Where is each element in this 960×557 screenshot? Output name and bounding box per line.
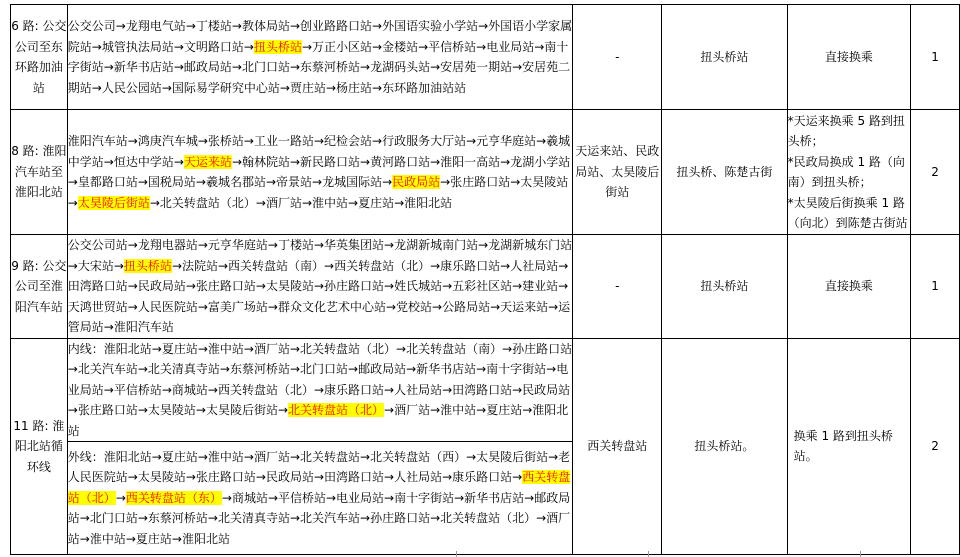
route-name-cell: 11 路: 淮阳北站循环线 — [11, 338, 68, 555]
route-stops-cell — [67, 338, 573, 442]
bus-transfer-table — [10, 4, 960, 555]
column-ruler-tick — [648, 551, 649, 557]
stop-sequence-text: →翰林院站→新民路口站→黄河路口站→淮阳一高站→龙湖小学站→皇都路口站→国税局站→羲城名郡站→帝景站→龙城国际站→ — [67, 154, 571, 189]
target-station-cell: 扭头桥站 — [662, 5, 788, 110]
route-stops-cell — [67, 235, 573, 339]
highlighted-transfer-stop: 天运来站 — [183, 154, 232, 169]
highlighted-transfer-stop: 扭头桥站 — [123, 258, 172, 273]
transfer-method-line: *太昊陵后街换乘 1 路（向北）到陈楚古街站 — [787, 195, 908, 230]
column-ruler-tick — [456, 551, 457, 557]
transfer-method-line: 直接换乘 — [824, 279, 873, 293]
transfer-method-line: *民政局换成 1 路（向南）到扭头桥； — [787, 154, 905, 189]
transfer-method-cell — [787, 235, 911, 339]
stop-sequence-text: 公交公司→龙翔电气站→丁楼站→教体局站→创业路路口站→外国语实验小学站→外国语小学家属院站→城管执法局站→文明路口站→ — [67, 19, 573, 54]
highlighted-transfer-stop: 北关转盘站（北） — [288, 403, 385, 417]
highlighted-transfer-stop: 扭头桥站 — [253, 39, 302, 54]
column-ruler-tick — [860, 551, 861, 557]
stop-sequence-text: → — [115, 490, 126, 505]
transfer-method-line: *天运来换乘 5 路到扭头桥； — [787, 113, 905, 148]
route-name-cell: 6 路: 公交公司至东环路加油站 — [11, 5, 68, 110]
highlighted-transfer-stop: 西关转盘站（东） — [125, 490, 222, 505]
target-station-cell: 扭头桥、陈楚古街 — [662, 110, 788, 235]
route-stops-cell — [67, 110, 573, 235]
route-name-cell: 8 路: 淮阳汽车站至淮阳北站 — [11, 110, 68, 235]
transfer-count-cell: 2 — [911, 338, 960, 555]
transfer-method-line: 换乘 1 路到扭头桥站。 — [793, 428, 893, 464]
stop-sequence-text: →酒厂站→淮中站→夏庄站→淮阳北站 — [67, 403, 569, 438]
stop-sequence-text: 淮阳汽车站→鸿庚汽车城→张桥站→工业一路站→纪检会站→行政服务大厅站→元亨华庭站→羲城中学站→恒达中学站→ — [67, 134, 571, 169]
transfer-method-cell — [787, 338, 911, 555]
stop-sequence-text: 外线：淮阳北站→夏庄站→淮中站→酒厂站→北关转盘站→北关转盘站（西）→太昊陵后街站→老人民医院站→太昊陵站→张庄路口站→民政局站→田湾路口站→人社局站→康乐路口站→ — [67, 449, 571, 485]
transfer-station-cell: 西关转盘站 — [573, 338, 662, 555]
transfer-method-cell — [787, 5, 911, 110]
table-body — [11, 5, 960, 555]
table-row — [11, 338, 960, 442]
stop-sequence-text: →商城站→平信桥站→电业局站→南十字街站→新华书店站→邮政局站→北门口站→东蔡河桥站→北关清真寺站→北关汽车站→孙庄路口站→北关转盘站（北）→酒厂站→淮中站→夏庄站→淮阳北站 — [67, 490, 571, 546]
transfer-station-cell: - — [573, 235, 662, 339]
stop-sequence-text: 内线：淮阳北站→夏庄站→淮中站→酒厂站→北关转盘站（北）→北关转盘站（南）→孙庄路口站→北关汽车站→北关清真寺站→东蔡河桥站→北门口站→邮政局站→新华书店站→南十字街站→电业局站→平信桥站→商城站→西关转盘站（北）→康乐路口站→人社局站→田湾路口站→民政局站→张庄路口站→太昊陵站→太昊陵后街站→ — [67, 341, 573, 417]
transfer-count-cell: 1 — [911, 235, 960, 339]
transfer-station-cell: 天运来站、民政局站、太昊陵后街站 — [573, 110, 662, 235]
route-name-cell: 9 路: 公交公司至淮阳汽车站 — [11, 235, 68, 339]
highlighted-transfer-stop: 太昊陵后街站 — [77, 195, 150, 210]
transfer-count-cell: 2 — [911, 110, 960, 235]
table-row — [11, 235, 960, 339]
target-station-cell: 扭头桥站 — [662, 235, 788, 339]
route-stops-cell — [67, 442, 573, 555]
table-row — [11, 110, 960, 235]
table-row — [11, 5, 960, 110]
target-station-cell: 扭头桥站。 — [662, 338, 788, 555]
route-stops-cell — [67, 5, 573, 110]
stop-sequence-text: 公交公司站→龙翔电器站→元亨华庭站→丁楼站→华英集团站→龙湖新城南门站→龙湖新城东门站→大宋站→ — [67, 238, 573, 273]
stop-sequence-text: →法院站→西关转盘站（南）→西关转盘站（北）→康乐路口站→人社局站→田湾路口站→民政局站→张庄路口站→太昊陵站→孙庄路口站→姓氏城站→五彩社区站→建业站→天鸿世贸站→人民医院站→富美广场站→群众文化艺术中心站→党校站→公路局站→天运来站→运管局站→淮阳汽车站 — [67, 258, 571, 334]
transfer-station-cell: - — [573, 5, 662, 110]
stop-sequence-text: →张庄路口站→太昊陵站→ — [67, 175, 569, 210]
transfer-method-line: 直接换乘 — [824, 49, 873, 64]
stop-sequence-text: →万正小区站→金楼站→平信桥站→电业局站→南十字街站→新华书店站→邮政局站→北门口站→东蔡河桥站→龙湖码头站→安居苑一期站→安居苑二期站→人民公园站→国际易学研究中心站→贾庄站→杨庄站→东环路加油站站 — [67, 39, 571, 95]
transfer-count-cell: 1 — [911, 5, 960, 110]
transfer-method-cell — [787, 110, 911, 235]
highlighted-transfer-stop: 西关转盘站（北） — [67, 470, 571, 505]
highlighted-transfer-stop: 民政局站 — [392, 175, 441, 189]
stop-sequence-text: →北关转盘站（北）→酒厂站→淮中站→夏庄站→淮阳北站 — [149, 195, 453, 210]
